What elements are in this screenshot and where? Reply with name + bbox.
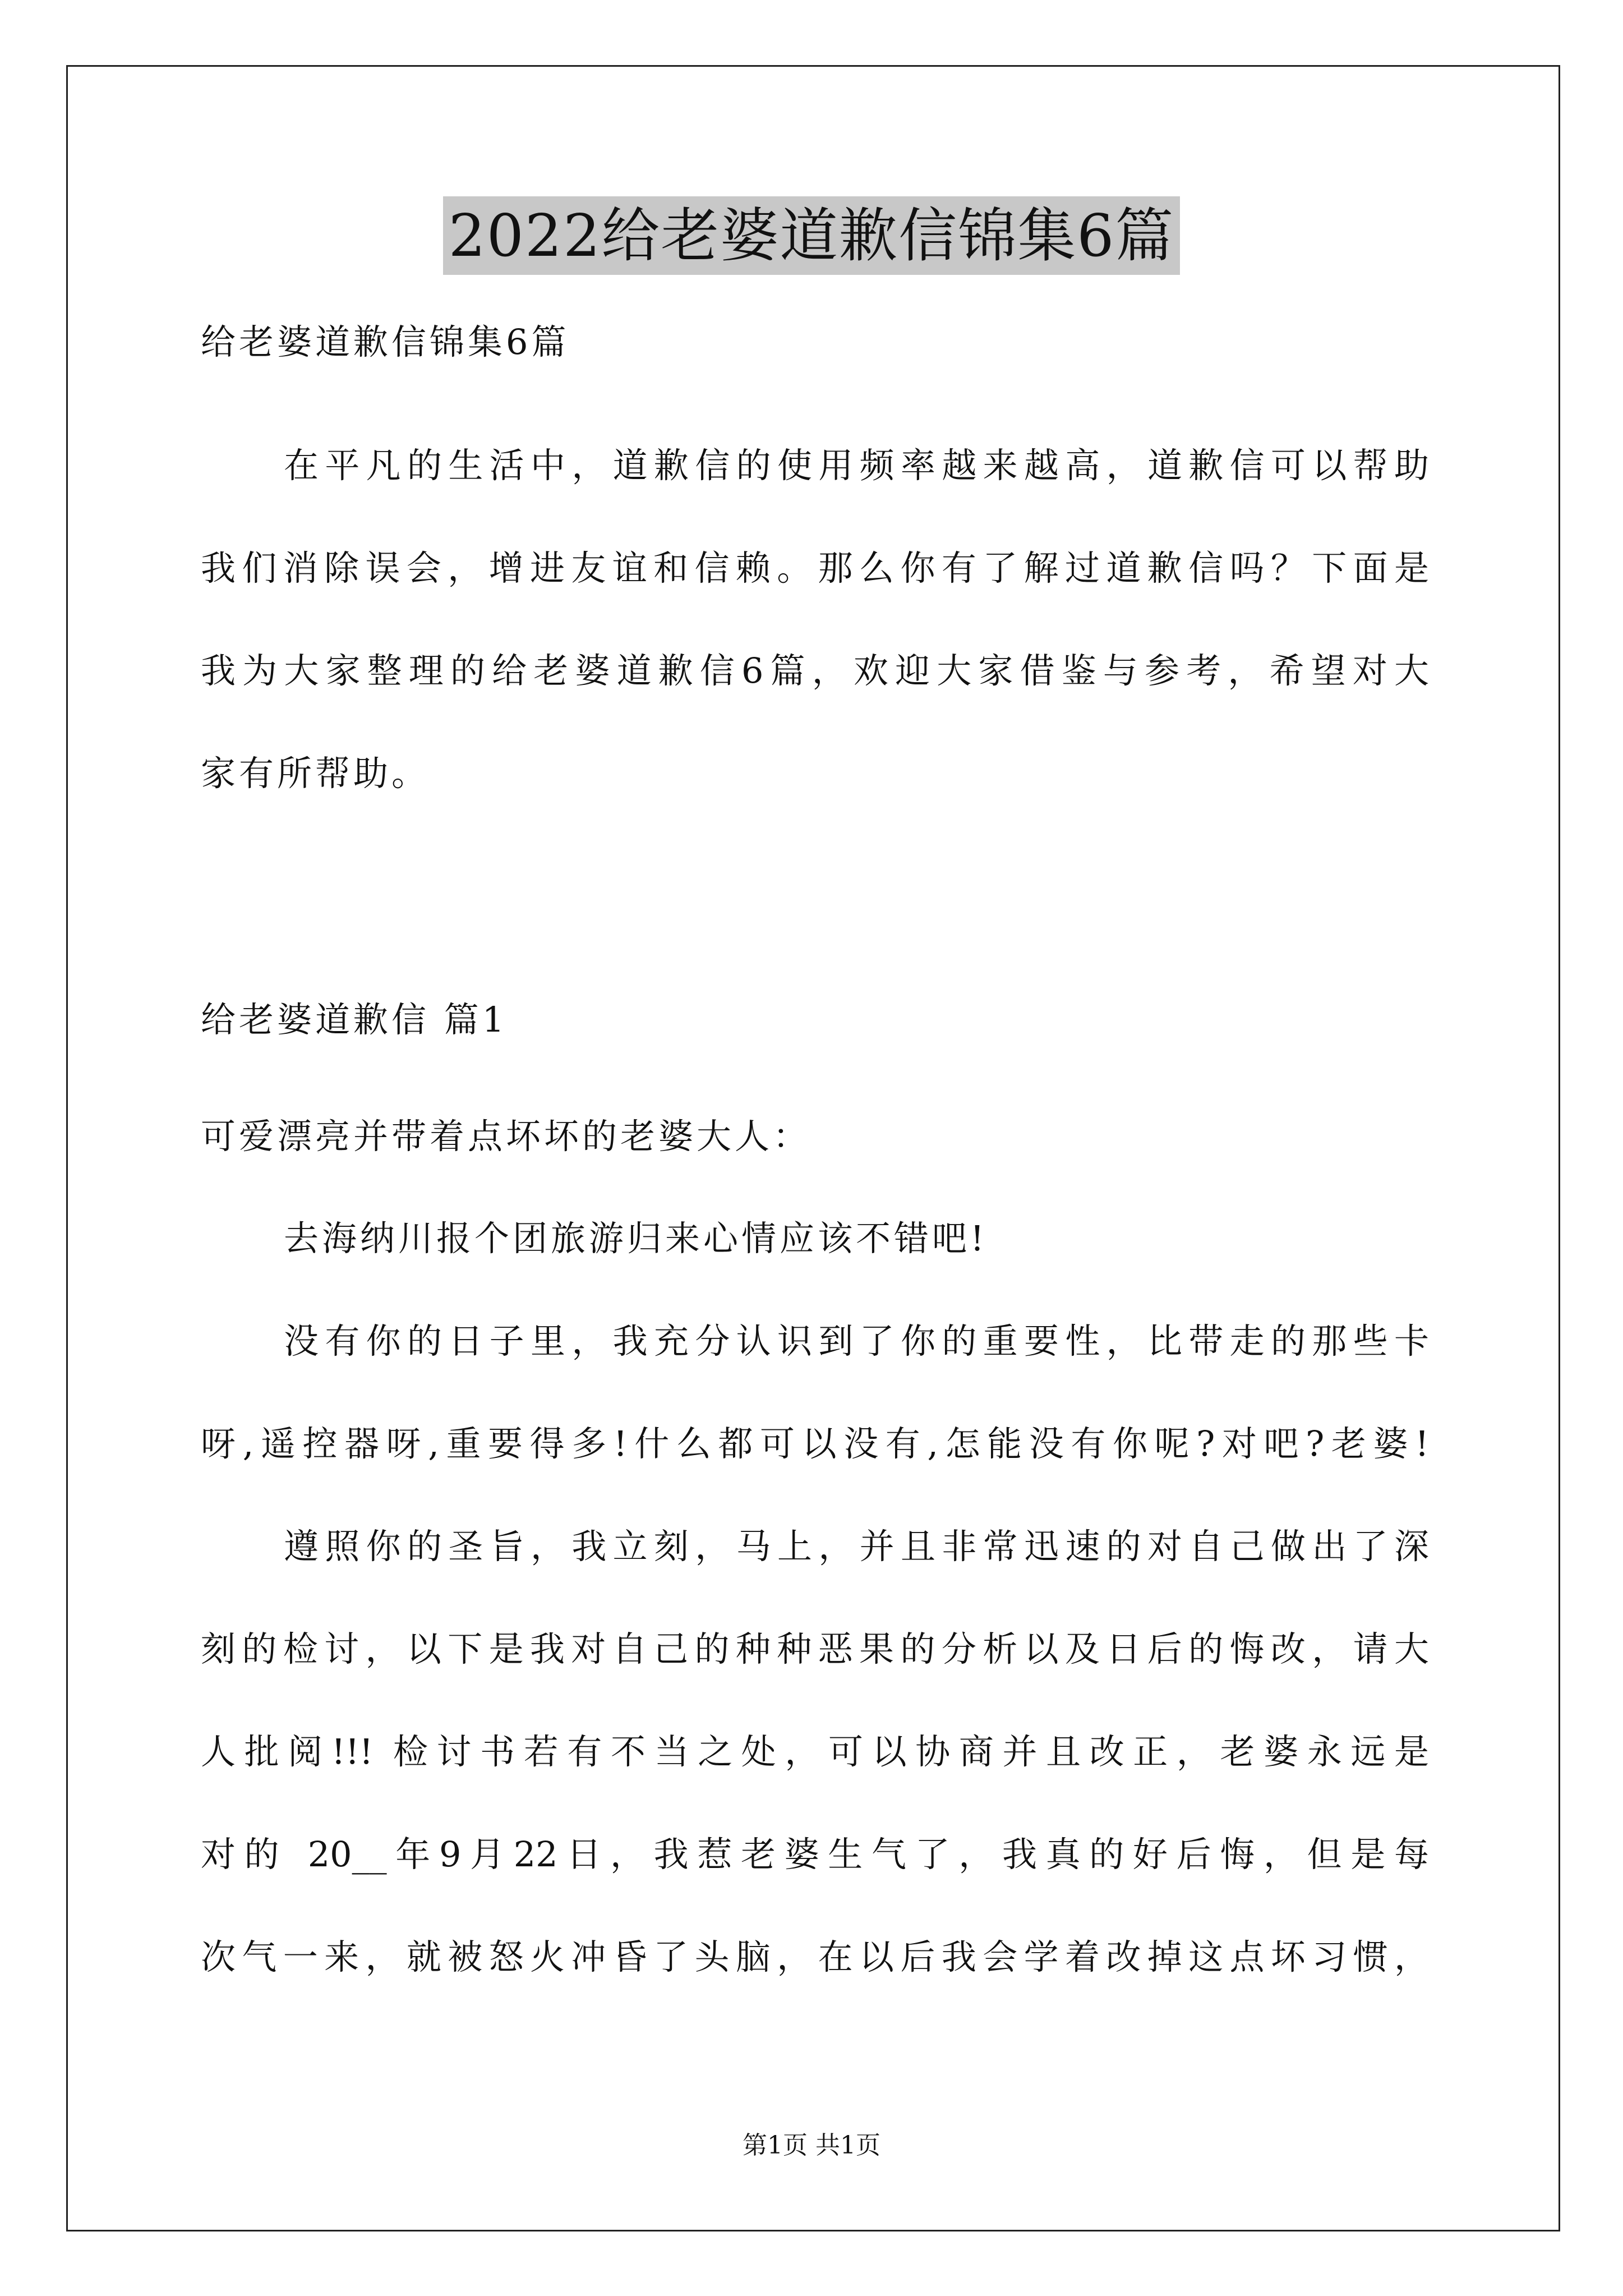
intro-line: 在平凡的生活中，道歉信的使用频率越来越高，道歉信可以帮助 [284,445,1429,486]
body-line: 去海纳川报个团旅游归来心情应该不错吧! [284,1218,988,1259]
body-line: 对的 20__年9月22日，我惹老婆生气了，我真的好后悔，但是每 [201,1834,1429,1875]
document-title: 2022给老婆道歉信锦集6篇 [443,196,1181,275]
intro-line: 我为大家整理的给老婆道歉信6篇，欢迎大家借鉴与参考，希望对大 [201,650,1429,691]
intro-line: 我们消除误会，增进友谊和信赖。那么你有了解过道歉信吗？下面是 [201,547,1429,588]
body-line: 呀,遥控器呀,重要得多!什么都可以没有,怎能没有你呢?对吧?老婆! [201,1423,1429,1464]
body-line: 遵照你的圣旨，我立刻，马上，并且非常迅速的对自己做出了深 [284,1526,1429,1567]
body-line: 没有你的日子里，我充分认识到了你的重要性，比带走的那些卡 [284,1320,1429,1361]
page-footer: 第1页 共1页 [743,2131,880,2160]
letter-salutation: 可爱漂亮并带着点坏坏的老婆大人： [201,1116,811,1157]
section-heading: 给老婆道歉信 篇1 [201,999,508,1040]
body-line: 人批阅!!! 检讨书若有不当之处，可以协商并且改正，老婆永远是 [201,1731,1429,1772]
intro-line: 家有所帮助。 [201,753,430,794]
body-line: 次气一来，就被怒火冲昏了头脑，在以后我会学着改掉这点坏习惯， [201,1936,1429,1977]
title-container [0,196,1623,275]
document-subtitle: 给老婆道歉信锦集6篇 [201,321,570,362]
body-line: 刻的检讨，以下是我对自己的种种恶果的分析以及日后的悔改，请大 [201,1628,1429,1669]
